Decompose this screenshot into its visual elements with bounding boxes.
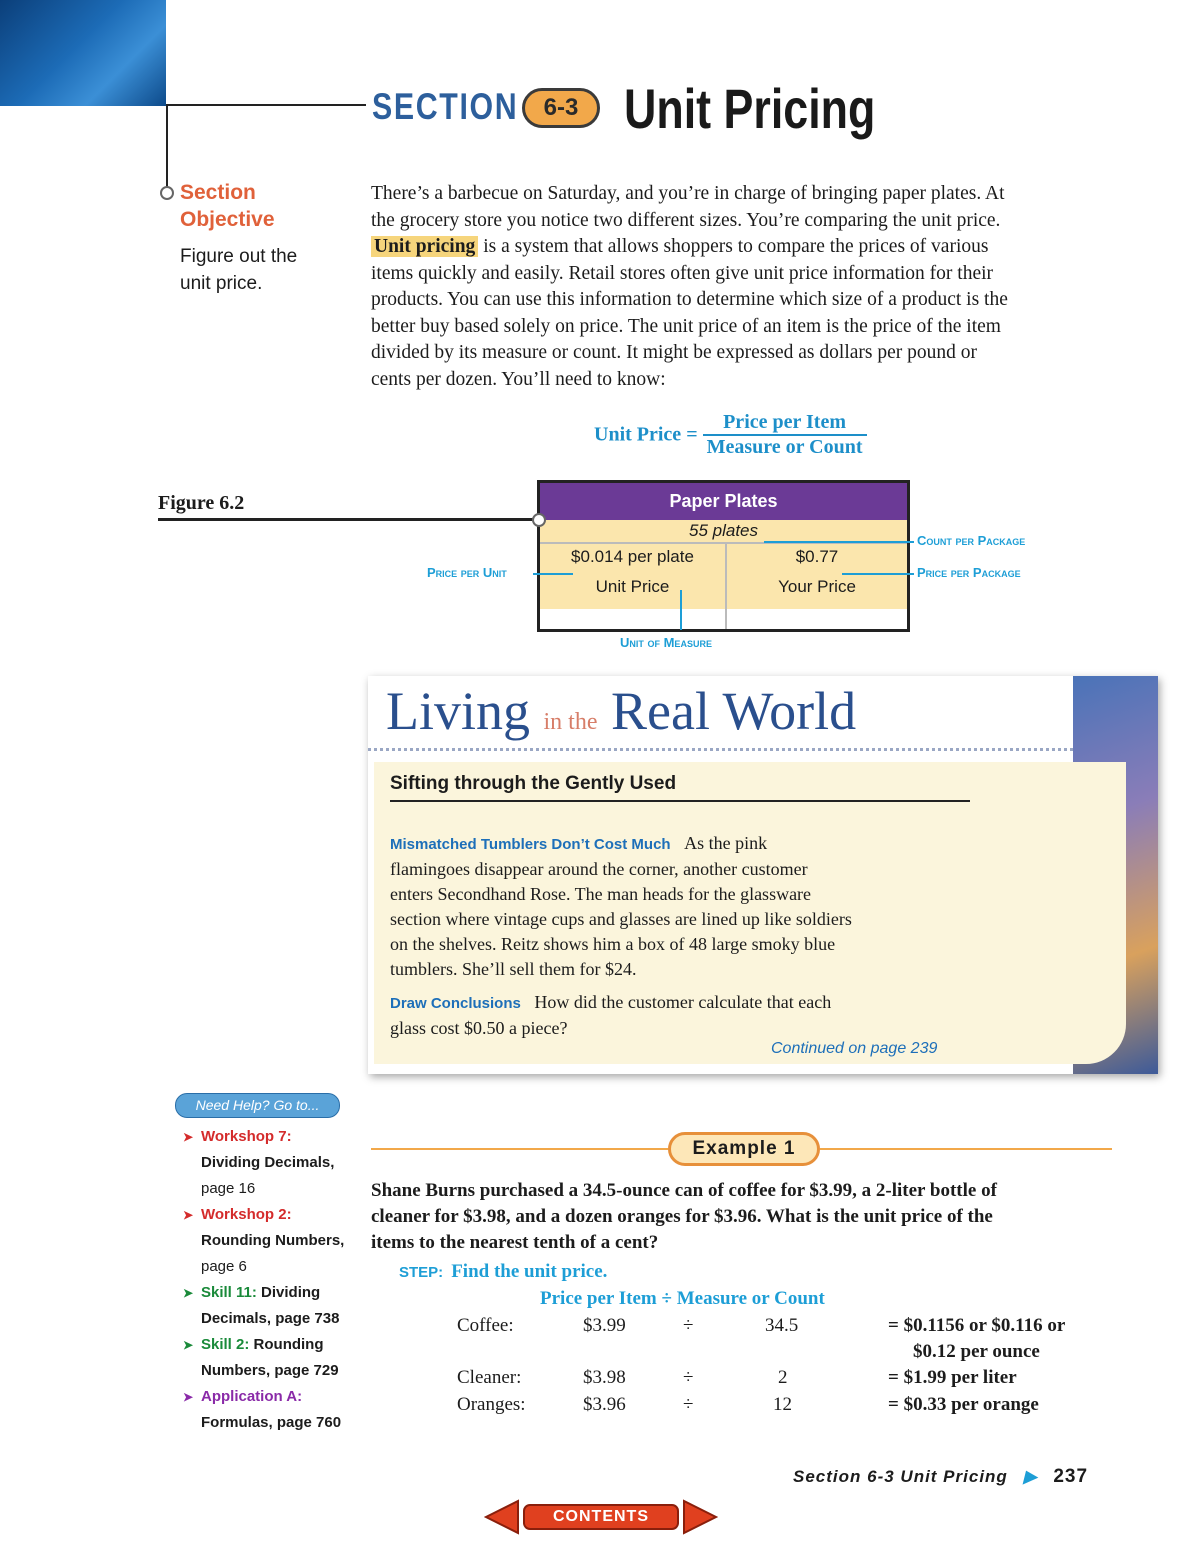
- prev-arrow-icon[interactable]: [486, 1501, 518, 1533]
- calc-measure: 12: [773, 1394, 792, 1415]
- story-line: section where vintage cups and glasses are lined up like soldiers: [390, 909, 852, 929]
- calc-item: Cleaner:: [457, 1367, 522, 1388]
- feature-title-part: in the: [543, 709, 598, 735]
- your-price-label: Your Price: [727, 569, 907, 609]
- example-badge: Example 1: [668, 1132, 820, 1166]
- objective-heading: [180, 179, 275, 233]
- calc-price: $3.98: [583, 1367, 626, 1388]
- paragraph-line: divided by its measure or count. It might be expressed as dollars per pound or: [371, 342, 977, 363]
- step-text: Find the unit price.: [451, 1261, 608, 1282]
- objective-text: [180, 243, 330, 297]
- story-line: tumblers. She’ll sell them for $24.: [390, 959, 637, 979]
- objective-heading-line: Section: [180, 181, 256, 204]
- count-value: 55 plates: [540, 520, 907, 542]
- need-help-item-head: Skill 11:: [201, 1284, 257, 1301]
- feature-story: [390, 831, 970, 1041]
- calc-item: Coffee:: [457, 1315, 514, 1336]
- price-label-header: Paper Plates: [540, 483, 907, 520]
- annotation-arrow: [680, 590, 682, 630]
- question-line: items to the nearest tenth of a cent?: [371, 1232, 659, 1253]
- arrow-icon: ➤: [183, 1130, 194, 1144]
- calc-op: ÷: [683, 1315, 694, 1336]
- contents-button[interactable]: CONTENTS: [553, 1508, 649, 1525]
- formula-lhs: Unit Price =: [594, 423, 698, 446]
- paragraph-line: items quickly and easily. Retail stores often give unit price information for their: [371, 262, 994, 284]
- price-label-figure: [537, 480, 910, 632]
- section-number-badge: 6-3: [522, 88, 600, 128]
- feature-subtitle: Sifting through the Gently Used: [390, 773, 677, 794]
- need-help-item-text: Rounding: [253, 1336, 324, 1353]
- paragraph-line: better buy based solely on price. The unit price of an item is the price of the item: [371, 315, 1001, 337]
- objective-text-line: unit price.: [180, 273, 263, 294]
- formula-numerator: Price per Item: [703, 411, 867, 436]
- calc-result: = $0.33 per orange: [888, 1394, 1039, 1415]
- calc-price: $3.99: [583, 1315, 626, 1336]
- need-help-item[interactable]: [183, 1332, 348, 1384]
- arrow-icon: ➤: [183, 1338, 194, 1352]
- need-help-item-text: Dividing: [261, 1284, 321, 1301]
- page-footer: [793, 1466, 1088, 1488]
- key-term-highlight: Unit pricing: [371, 236, 478, 257]
- need-help-badge: Need Help? Go to...: [175, 1093, 340, 1118]
- divider: [390, 800, 970, 802]
- paragraph-line: There’s a barbecue on Saturday, and you’re in charge of bringing paper plates. At: [371, 183, 1005, 204]
- need-help-list: [183, 1124, 348, 1436]
- page-title: Unit Pricing: [624, 77, 876, 140]
- calc-header-price: Price per Item: [540, 1288, 657, 1309]
- divider: [371, 1148, 668, 1150]
- need-help-item[interactable]: [183, 1384, 348, 1436]
- example-question: [371, 1178, 1111, 1256]
- divider: [166, 104, 168, 188]
- bullet-dot: [160, 186, 174, 200]
- feature-title-part: Living: [386, 681, 530, 741]
- next-arrow-icon[interactable]: [684, 1501, 716, 1533]
- need-help-item-text: Dividing Decimals,: [201, 1154, 335, 1171]
- formula-fraction: [703, 411, 867, 459]
- calc-measure: 2: [778, 1367, 788, 1388]
- need-help-item-text: page 6: [201, 1258, 247, 1275]
- paragraph-line-text: is a system that allows shoppers to compare the prices of various: [483, 236, 989, 257]
- corner-graphic: [0, 0, 166, 106]
- calc-result: = $1.99 per liter: [888, 1367, 1017, 1388]
- question-line: Shane Burns purchased a 34.5-ounce can of coffee for $3.99, a 2-liter bottle of: [371, 1180, 997, 1201]
- story-text: How did the customer calculate that each: [534, 992, 832, 1012]
- arrow-icon: ➤: [183, 1286, 194, 1300]
- real-world-feature: [368, 676, 1158, 1074]
- unit-price-formula: [594, 411, 867, 459]
- need-help-item[interactable]: [183, 1280, 348, 1332]
- paragraph-line: the grocery store you notice two different sizes. You’re comparing the unit price.: [371, 209, 1001, 231]
- calc-header: [540, 1288, 825, 1310]
- page-number: 237: [1053, 1466, 1089, 1487]
- need-help-item-head: Skill 2:: [201, 1336, 250, 1353]
- formula-denominator: Measure or Count: [706, 436, 863, 458]
- need-help-item-text: page 16: [201, 1180, 256, 1197]
- story-line: flamingoes disappear around the corner, another customer: [390, 859, 808, 879]
- feature-title: [386, 680, 856, 742]
- need-help-item[interactable]: [183, 1202, 348, 1280]
- footer-section: Section 6-3 Unit Pricing: [793, 1467, 1008, 1486]
- paragraph-line: [371, 234, 1116, 261]
- calc-measure: 34.5: [765, 1315, 799, 1336]
- annotation-count-per-package: Count per Package: [917, 533, 1026, 548]
- annotation-price-per-package: Price per Package: [917, 565, 1021, 580]
- arrow-icon: ➤: [183, 1208, 194, 1222]
- calc-result: = $0.1156 or $0.116 or: [888, 1315, 1066, 1336]
- story-line: [390, 990, 970, 1016]
- paragraph-line: products. You can use this information to determine which size of a product is the: [371, 289, 1008, 310]
- story-text: As the pink: [684, 833, 768, 853]
- need-help-item-text: Formulas, page 760: [201, 1414, 342, 1431]
- annotation-price-per-unit: Price per Unit: [427, 565, 507, 580]
- story-line: on the shelves. Reitz shows him a box of 48 large smoky blue: [390, 934, 836, 954]
- contents-nav: [484, 1499, 718, 1535]
- objective-text-line: Figure out the: [180, 246, 298, 267]
- story-heading: Mismatched Tumblers Don’t Cost Much: [390, 836, 671, 853]
- need-help-item-head: Application A:: [201, 1388, 303, 1405]
- step-label: STEP:: [399, 1264, 444, 1281]
- need-help-item-text: Decimals, page 738: [201, 1310, 340, 1327]
- need-help-item-text: Numbers, page 729: [201, 1362, 339, 1379]
- decorative-dots: [368, 748, 1073, 757]
- need-help-item-text: Rounding Numbers,: [201, 1232, 345, 1249]
- story-line: enters Secondhand Rose. The man heads for the glassware: [390, 884, 812, 904]
- step-line: [399, 1261, 607, 1283]
- arrow-icon: ➤: [183, 1390, 194, 1404]
- calc-item: Oranges:: [457, 1394, 526, 1415]
- figure-label: Figure 6.2: [158, 492, 245, 514]
- intro-paragraph: [371, 181, 1116, 393]
- question-line: cleaner for $3.98, and a dozen oranges for $3.96. What is the unit price of the: [371, 1206, 993, 1227]
- annotation-arrow: [842, 573, 914, 575]
- unit-price-value: $0.014 per plate: [540, 544, 725, 569]
- figure-dot: [532, 513, 546, 527]
- need-help-item-head: Workshop 7:: [201, 1128, 292, 1145]
- calc-header-measure: Measure or Count: [676, 1288, 825, 1309]
- draw-conclusions-heading: Draw Conclusions: [390, 995, 521, 1012]
- calc-op: ÷: [683, 1367, 694, 1388]
- calc-result: $0.12 per ounce: [913, 1341, 1040, 1362]
- divider: [820, 1148, 1112, 1150]
- calc-price: $3.96: [583, 1394, 626, 1415]
- annotation-arrow: [764, 541, 914, 543]
- your-price-value: $0.77: [727, 544, 907, 569]
- annotation-unit-of-measure: Unit of Measure: [620, 635, 712, 650]
- need-help-item[interactable]: [183, 1124, 348, 1202]
- paragraph-line: cents per dozen. You’ll need to know:: [371, 368, 666, 390]
- continued-link[interactable]: Continued on page 239: [771, 1040, 938, 1057]
- story-line: [390, 831, 970, 857]
- calc-op: ÷: [683, 1394, 694, 1415]
- footer-arrow-icon: ▶: [1023, 1467, 1038, 1486]
- unit-price-label: Unit Price: [540, 569, 725, 609]
- section-label: SECTION: [372, 86, 519, 127]
- calc-header-op: ÷: [661, 1288, 672, 1309]
- objective-heading-line: Objective: [180, 208, 275, 231]
- divider: [166, 104, 366, 106]
- figure-line: [158, 518, 538, 521]
- need-help-item-head: Workshop 2:: [201, 1206, 292, 1223]
- story-line: glass cost $0.50 a piece?: [390, 1018, 568, 1038]
- annotation-arrow: [533, 573, 573, 575]
- feature-title-part: Real World: [611, 681, 857, 741]
